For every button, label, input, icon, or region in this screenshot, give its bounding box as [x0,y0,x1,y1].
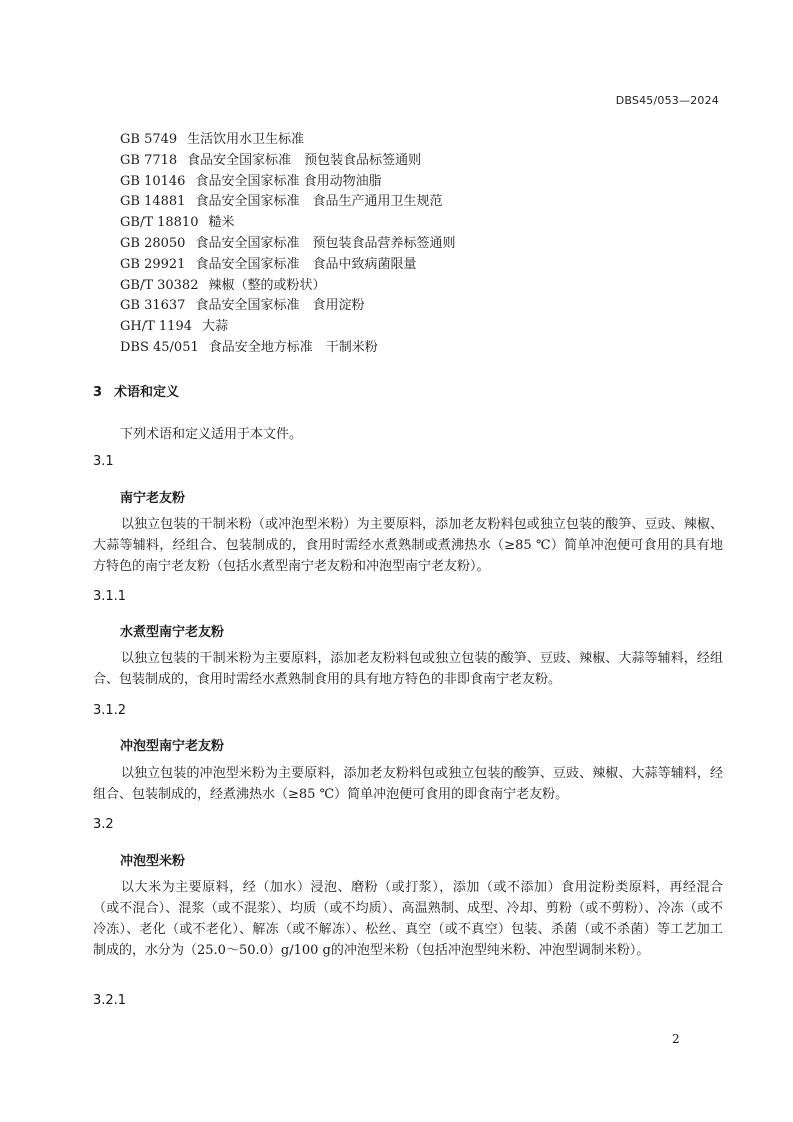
term-heading: 冲泡型南宁老友粉 [120,739,225,754]
reference-title: 食品安全国家标准 食品生产通用卫生规范 [195,194,443,210]
term-heading: 水煮型南宁老友粉 [120,625,225,640]
reference-code: GB/T 18810 [120,215,199,231]
reference-title: 辣椒（整的或粉状） [208,277,326,293]
term-definition: 以独立包装的冲泡型米粉为主要原料，添加老友粉料包或独立包装的酸笋、豆豉、辣椒、大蒜等辅料，经组合、包装制成的，经煮沸热水（≥85 ℃）简单冲泡便可食用的即食南宁老友粉。 [93,766,723,802]
section-heading [93,381,179,400]
reference-code: GB 28050 [120,235,186,251]
document-id-header: DBS45/053—2024 [615,94,719,107]
term-definition: 以独立包装的干制米粉（或冲泡型米粉）为主要原料，添加老友粉料包或独立包装的酸笋、豆豉、辣椒、大蒜等辅料，经组合、包装制成的，食用时需经水煮熟制或煮沸热水（≥85 ℃）简单冲泡便可食用的具有地方特色的南宁老友粉（包括水煮型南宁老友粉和冲泡型南宁老友粉）。 [93,517,723,574]
reference-title: 糙米 [208,215,235,231]
reference-item [120,296,455,317]
normative-references-list [120,130,455,359]
section-title: 术语和定义 [114,385,180,400]
term-heading: 冲泡型米粉 [120,854,186,869]
term-definition: 以大米为主要原料，经（加水）浸泡、磨粉（或打浆），添加（或不添加）食用淀粉类原料，再经混合（或不混合）、混浆（或不混浆）、均质（或不均质）、高温熟制、成型、冷却、剪粉（或不剪粉）、冷冻（或不冷冻）、老化（或不老化）、解冻（或不解冻）、松丝、真空（或不真空）包装、杀菌（或不杀菌）等工艺加工制成的，水分为（25.0～50.0）g/100 g的冲泡型米粉（包括冲泡型纯米粉、冲泡型调制米粉）。 [93,880,723,958]
reference-code: GB 10146 [120,173,186,189]
reference-title: 食品安全国家标准 食用淀粉 [195,298,365,314]
reference-title: 生活饮用水卫生标准 [187,132,305,147]
reference-item [120,234,455,255]
reference-item [120,213,455,234]
reference-item [120,255,455,276]
reference-code: GB 5749 [120,132,178,147]
reference-item [120,151,455,172]
clause-number: 3.1.1 [93,589,127,604]
section-intro: 下列术语和定义适用于本文件。 [120,427,303,442]
section-number: 3 [93,385,103,400]
clause-number: 3.2 [93,817,114,832]
reference-item [120,276,455,297]
term-heading: 南宁老友粉 [120,491,186,506]
reference-item [120,317,455,338]
reference-code: GB 31637 [120,298,186,314]
reference-code: GH/T 1194 [120,319,192,335]
clause-number: 3.2.1 [93,993,127,1008]
reference-item [120,192,455,213]
reference-item [120,338,455,359]
reference-title: 食品安全国家标准 预包装食品标签通则 [187,152,422,168]
reference-item [120,130,455,151]
term-definition: 以独立包装的干制米粉为主要原料，添加老友粉料包或独立包装的酸笋、豆豉、辣椒、大蒜等辅料，经组合、包装制成的，食用时需经水煮熟制食用的具有地方特色的非即食南宁老友粉。 [93,651,723,687]
reference-code: DBS 45/051 [120,339,199,355]
reference-code: GB/T 30382 [120,277,199,293]
reference-code: GB 14881 [120,194,186,210]
reference-code: GB 29921 [120,256,186,272]
reference-title: 食品安全国家标准 食用动物油脂 [195,173,382,189]
reference-title: 食品安全国家标准 预包装食品营养标签通则 [195,235,456,251]
reference-code: GB 7718 [120,152,178,168]
reference-item [120,172,455,193]
clause-number: 3.1 [93,454,114,469]
page-number: 2 [672,1032,680,1046]
clause-number: 3.1.2 [93,703,127,718]
reference-title: 大蒜 [202,319,229,335]
reference-title: 食品安全地方标准 干制米粉 [208,339,378,355]
reference-title: 食品安全国家标准 食品中致病菌限量 [195,256,417,272]
